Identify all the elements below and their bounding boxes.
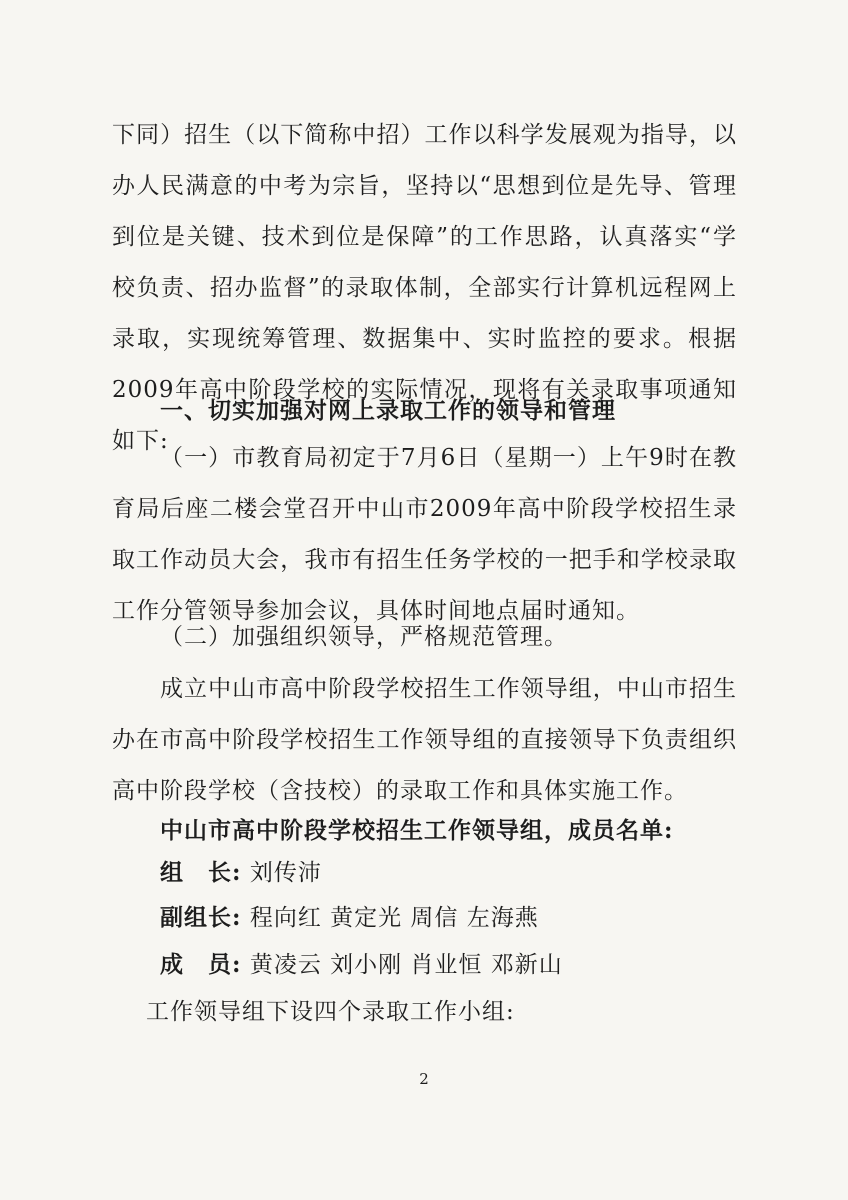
paragraph-item-2: （二）加强组织领导，严格规范管理。	[160, 624, 568, 650]
deputy-label: 副组长:	[160, 904, 242, 931]
member-label: 成 员:	[160, 951, 242, 978]
leader-names: 刘传沛	[249, 860, 322, 886]
paragraph-item-2-body: 成立中山市高中阶段学校招生工作领导组，中山市招生办在市高中阶段学校招生工作领导组的直接领导下负责组织高中阶段学校（含技校）的录取工作和具体实施工作。	[112, 676, 737, 804]
leader-row	[160, 858, 322, 888]
paragraph-item-1: （一）市教育局初定于7月6日（星期一）上午9时在教育局后座二楼会堂召开中山市2009年高中阶段学校招生录取工作动员大会，我市有招生任务学校的一把手和学校录取工作分管领导参加会议，具体时间地点届时通知。	[112, 445, 737, 624]
leader-label: 组 长:	[160, 859, 242, 886]
deputy-row	[160, 903, 539, 933]
member-row	[160, 950, 563, 980]
paragraph-intro: 下同）招生（以下简称中招）工作以科学发展观为指导，以办人民满意的中考为宗旨，坚持以“思想到位是先导、管理到位是关键、技术到位是保障”的工作思路，认真落实“学校负责、招办监督”的录取体制，全部实行计算机远程网上录取，实现统筹管理、数据集中、实时监控的要求。根据2009年高中阶段学校的实际情况，现将有关录取事项通知如下:	[112, 122, 737, 454]
member-names: 黄凌云 刘小刚 肖业恒 邓新山	[249, 952, 563, 978]
deputy-names: 程向红 黄定光 周信 左海燕	[249, 905, 539, 931]
leadership-list-heading: 中山市高中阶段学校招生工作领导组，成员名单:	[160, 817, 674, 844]
closing-line: 工作领导组下设四个录取工作小组:	[146, 999, 515, 1025]
section-heading-1: 一、切实加强对网上录取工作的领导和管理	[160, 397, 616, 424]
page-number: 2	[419, 1070, 429, 1088]
